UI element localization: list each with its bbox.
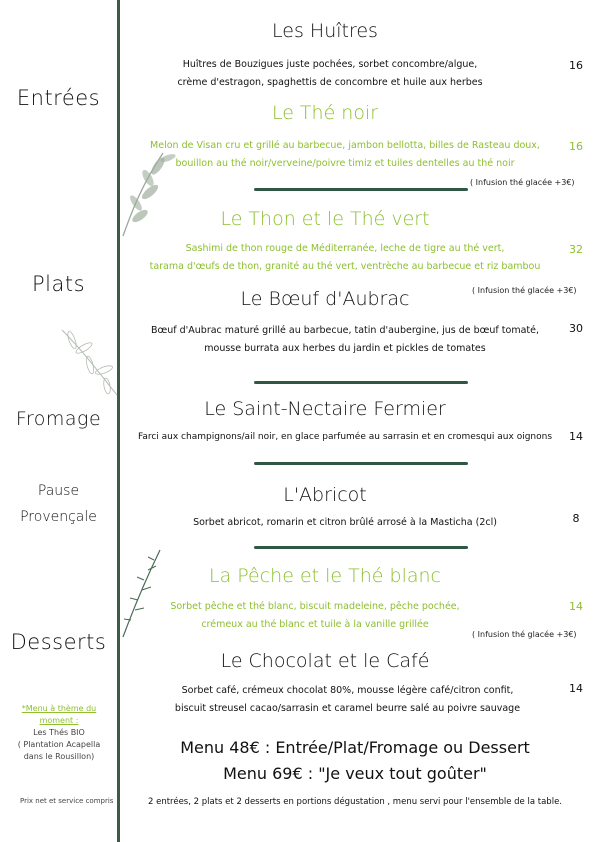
section-rule bbox=[254, 462, 468, 465]
dish-description-line: crémeux au thé blanc et tuile à la vanille grillée bbox=[201, 619, 429, 630]
menu-footnote: 2 entrées, 2 plats et 2 desserts en portions dégustation , menu servi pour l'ensemble de la table. bbox=[147, 797, 562, 807]
dish-description-line: crème d'estragon, spaghettis de concombre et huile aux herbes bbox=[177, 77, 483, 88]
dish-description bbox=[125, 56, 535, 92]
menu-offer: Menu 69€ : "Je veux tout goûter" bbox=[223, 764, 487, 783]
dish-description-line: Sorbet café, crémeux chocolat 80%, mousse légère café/citron confit, bbox=[181, 685, 514, 696]
vertical-divider bbox=[117, 0, 120, 842]
dish-price: 16 bbox=[569, 140, 583, 153]
section-plats: Plats bbox=[31, 272, 86, 296]
section-rule bbox=[254, 188, 468, 191]
dish-title: Le Saint-Nectaire Fermier bbox=[204, 398, 446, 420]
dish-description bbox=[125, 137, 565, 173]
section-rule bbox=[254, 381, 468, 384]
dish-price: 8 bbox=[572, 512, 580, 525]
dish-description-line: Melon de Visan cru et grillé au barbecue, jambon bellotta, billes de Rasteau doux, bbox=[150, 140, 540, 151]
section-fromage: Fromage bbox=[15, 408, 102, 430]
theme-note-plantation: ( Plantation Acapella bbox=[17, 740, 101, 749]
dish-price: 14 bbox=[569, 682, 583, 695]
section-pause-line2: Provençale bbox=[20, 509, 97, 525]
menu-offer: Menu 48€ : Entrée/Plat/Fromage ou Dessert bbox=[180, 738, 530, 757]
dish-title: La Pêche et le Thé blanc bbox=[209, 565, 441, 587]
section-desserts: Desserts bbox=[10, 630, 107, 654]
dish-price: 32 bbox=[569, 243, 583, 256]
dish-price: 14 bbox=[569, 430, 583, 443]
dish-description bbox=[125, 240, 565, 276]
dish-title: L'Abricot bbox=[283, 484, 367, 506]
dish-description-line: Farci aux champignons/ail noir, en glace parfumée au sarrasin et en cromesqui aux oignons bbox=[137, 432, 553, 442]
dish-description-line: biscuit streusel cacao/sarrasin et caramel beurre salé au poivre sauvage bbox=[174, 703, 521, 714]
infusion-supplement: ( Infusion thé glacée +3€) bbox=[470, 178, 575, 187]
section-pause-line1: Pause bbox=[37, 483, 80, 499]
dish-description-line: bouillon au thé noir/verveine/poivre timiz et tuiles dentelles au thé noir bbox=[175, 158, 515, 169]
dish-description-line: Bœuf d'Aubrac maturé grillé au barbecue, tatin d'aubergine, jus de bœuf tomaté, bbox=[151, 325, 539, 336]
dish-description bbox=[125, 598, 505, 634]
dish-description bbox=[125, 514, 565, 532]
dish-title: Les Huîtres bbox=[272, 20, 378, 42]
theme-note-heading: *Menu à thème du moment : bbox=[21, 704, 97, 725]
infusion-supplement: ( Infusion thé glacée +3€) bbox=[472, 286, 577, 295]
dish-title: Le Bœuf d'Aubrac bbox=[240, 288, 410, 310]
infusion-supplement: ( Infusion thé glacée +3€) bbox=[472, 630, 577, 639]
dish-description-line: Sashimi de thon rouge de Méditerranée, leche de tigre au thé vert, bbox=[185, 243, 505, 254]
section-rule bbox=[254, 546, 468, 549]
theme-note-teas: Les Thés BIO bbox=[33, 728, 85, 737]
theme-note-region: dans le Rousillon) bbox=[23, 752, 95, 761]
dish-description-line: mousse burrata aux herbes du jardin et pickles de tomates bbox=[204, 343, 486, 354]
dish-title: Le Thon et le Thé vert bbox=[220, 208, 430, 230]
leaf-sprig-icon bbox=[52, 320, 122, 400]
dish-description-line: Huîtres de Bouzigues juste pochées, sorbet concombre/algue, bbox=[182, 59, 478, 70]
theme-note bbox=[4, 703, 114, 763]
section-entrees: Entrées bbox=[16, 86, 101, 110]
dish-description-line: tarama d'œufs de thon, granité au thé vert, ventrèche au barbecue et riz bambou bbox=[149, 261, 541, 272]
dish-price: 30 bbox=[569, 322, 583, 335]
dish-description-line: Sorbet pêche et thé blanc, biscuit madeleine, pêche pochée, bbox=[170, 601, 460, 612]
dish-price: 14 bbox=[569, 600, 583, 613]
dish-description bbox=[125, 682, 570, 718]
dish-description bbox=[125, 322, 565, 358]
dish-description bbox=[125, 428, 565, 446]
dish-description-line: Sorbet abricot, romarin et citron brûlé arrosé à la Masticha (2cl) bbox=[193, 517, 497, 528]
section-pause bbox=[0, 478, 117, 530]
dish-price: 16 bbox=[569, 59, 583, 72]
dish-title: Le Chocolat et le Café bbox=[220, 650, 430, 672]
price-note: Prix net et service compris bbox=[20, 797, 114, 805]
dish-title: Le Thé noir bbox=[271, 102, 379, 124]
